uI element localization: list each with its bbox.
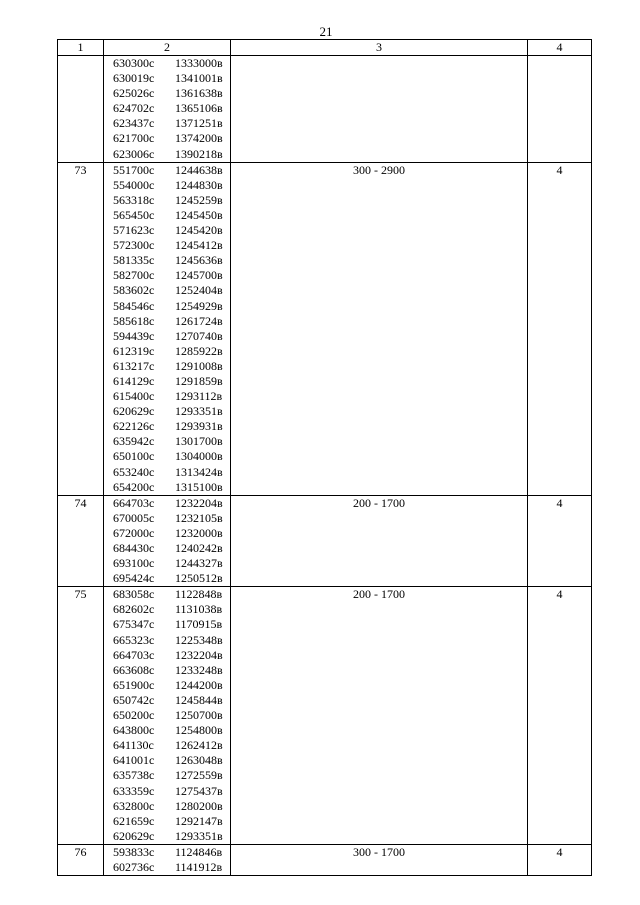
latitude-value: 615400c — [113, 389, 155, 404]
column-4-value: 4 — [528, 495, 592, 587]
latitude-value: 670005c — [113, 510, 155, 525]
latitude-value: 635942c — [113, 434, 155, 449]
coordinate-pair — [104, 526, 230, 541]
longitude-value: 1245420в — [175, 223, 223, 238]
table-row — [58, 162, 592, 495]
coordinate-pair — [104, 86, 230, 101]
longitude-value: 1361638в — [175, 86, 223, 101]
coordinate-pair — [104, 571, 230, 586]
coordinate-pair — [104, 648, 230, 663]
longitude-value: 1315100в — [175, 479, 223, 494]
altitude-range: 200 - 1700 — [231, 587, 528, 845]
longitude-value: 1252404в — [175, 283, 223, 298]
longitude-value: 1250700в — [175, 708, 223, 723]
row-number — [58, 56, 104, 163]
latitude-value: 622126c — [113, 419, 155, 434]
longitude-value: 1254800в — [175, 723, 223, 738]
longitude-value: 1131038в — [175, 602, 223, 617]
longitude-value: 1293931в — [175, 419, 223, 434]
longitude-value: 1270740в — [175, 328, 223, 343]
coordinate-pair — [104, 178, 230, 193]
latitude-value: 620629c — [113, 828, 155, 843]
column-4-value: 4 — [528, 587, 592, 845]
header-col-4: 4 — [528, 40, 592, 56]
coordinate-pair — [104, 131, 230, 146]
page-number: 21 — [319, 24, 333, 39]
latitude-value: 682602c — [113, 602, 155, 617]
latitude-value: 641130c — [113, 738, 154, 753]
longitude-value: 1170915в — [175, 617, 223, 632]
coordinate-pair — [104, 814, 230, 829]
coordinate-pair — [104, 860, 230, 875]
coordinate-pair — [104, 314, 230, 329]
latitude-value: 623006c — [113, 146, 155, 161]
longitude-value: 1244200в — [175, 677, 223, 692]
table-header-row — [58, 40, 592, 56]
coordinate-pair — [104, 163, 230, 178]
table-row — [58, 844, 592, 875]
table-row — [58, 56, 592, 163]
latitude-value: 602736c — [113, 859, 155, 874]
longitude-value: 1232204в — [175, 647, 223, 662]
coordinate-pair — [104, 617, 230, 632]
longitude-value: 1313424в — [175, 464, 223, 479]
longitude-value: 1371251в — [175, 116, 223, 131]
coordinate-pair — [104, 116, 230, 131]
latitude-value: 563318c — [113, 192, 155, 207]
row-number: 74 — [58, 495, 104, 587]
longitude-value: 1245259в — [175, 192, 223, 207]
coordinate-pair — [104, 223, 230, 238]
coordinate-pair — [104, 693, 230, 708]
coordinate-pair — [104, 799, 230, 814]
latitude-value: 554000c — [113, 177, 155, 192]
longitude-value: 1245700в — [175, 268, 223, 283]
coordinate-pair — [104, 708, 230, 723]
latitude-value: 583602c — [113, 283, 155, 298]
latitude-value: 654200c — [113, 479, 155, 494]
coordinate-pair — [104, 723, 230, 738]
coordinate-pair — [104, 678, 230, 693]
coordinate-pair — [104, 147, 230, 162]
latitude-value: 663608c — [113, 662, 155, 677]
longitude-value: 1374200в — [175, 131, 223, 146]
coordinate-pair — [104, 511, 230, 526]
latitude-value: 650200c — [113, 708, 155, 723]
coordinate-pair — [104, 556, 230, 571]
coordinate-pair — [104, 845, 230, 860]
longitude-value: 1245636в — [175, 253, 223, 268]
longitude-value: 1124846в — [175, 844, 223, 859]
column-4-value — [528, 56, 592, 163]
longitude-value: 1341001в — [175, 71, 223, 86]
coordinate-list — [104, 162, 231, 495]
latitude-value: 621659c — [113, 813, 155, 828]
coordinate-pair — [104, 404, 230, 419]
coordinate-pair — [104, 238, 230, 253]
longitude-value: 1245412в — [175, 238, 223, 253]
longitude-value: 1275437в — [175, 783, 223, 798]
latitude-value: 650742c — [113, 692, 155, 707]
latitude-value: 624702c — [113, 101, 155, 116]
column-4-value: 4 — [528, 162, 592, 495]
coordinate-pair — [104, 541, 230, 556]
coordinate-list — [104, 587, 231, 845]
latitude-value: 571623c — [113, 223, 155, 238]
header-col-2: 2 — [104, 40, 231, 56]
coordinate-pair — [104, 208, 230, 223]
table-body — [58, 56, 592, 876]
altitude-range: 200 - 1700 — [231, 495, 528, 587]
coordinate-pair — [104, 101, 230, 116]
table-row — [58, 587, 592, 845]
coordinate-pair — [104, 56, 230, 71]
coordinate-list — [104, 56, 231, 163]
latitude-value: 594439c — [113, 328, 155, 343]
coordinate-pair — [104, 784, 230, 799]
longitude-value: 1263048в — [175, 753, 223, 768]
longitude-value: 1292147в — [175, 813, 223, 828]
longitude-value: 1293351в — [175, 828, 223, 843]
coordinate-pair — [104, 283, 230, 298]
latitude-value: 565450c — [113, 207, 155, 222]
coordinate-pair — [104, 193, 230, 208]
coordinate-pair — [104, 299, 230, 314]
latitude-value: 683058c — [113, 587, 155, 602]
altitude-range: 300 - 2900 — [231, 162, 528, 495]
longitude-value: 1232204в — [175, 495, 223, 510]
altitude-range — [231, 56, 528, 163]
latitude-value: 653240c — [113, 464, 155, 479]
longitude-value: 1261724в — [175, 313, 223, 328]
longitude-value: 1291008в — [175, 358, 223, 373]
latitude-value: 614129c — [113, 373, 155, 388]
longitude-value: 1245450в — [175, 207, 223, 222]
longitude-value: 1293112в — [175, 389, 223, 404]
coordinate-pair — [104, 768, 230, 783]
longitude-value: 1122848в — [175, 587, 223, 602]
longitude-value: 1250512в — [175, 571, 223, 586]
latitude-value: 632800c — [113, 798, 155, 813]
latitude-value: 633359c — [113, 783, 155, 798]
latitude-value: 593833c — [113, 844, 155, 859]
coordinate-pair — [104, 374, 230, 389]
row-number: 76 — [58, 844, 104, 875]
longitude-value: 1285922в — [175, 343, 223, 358]
table-row — [58, 495, 592, 587]
longitude-value: 1291859в — [175, 373, 223, 388]
latitude-value: 672000c — [113, 525, 155, 540]
latitude-value: 684430c — [113, 541, 155, 555]
longitude-value: 1244638в — [175, 162, 223, 177]
longitude-value: 1141912в — [175, 859, 223, 874]
coordinate-pair — [104, 738, 230, 753]
altitude-range: 300 - 1700 — [231, 844, 528, 875]
column-4-value: 4 — [528, 844, 592, 875]
coordinate-pair — [104, 480, 230, 495]
latitude-value: 695424c — [113, 571, 155, 586]
longitude-value: 1301700в — [175, 434, 223, 449]
latitude-value: 585618c — [113, 313, 155, 328]
latitude-value: 641001c — [113, 753, 155, 768]
row-number: 75 — [58, 587, 104, 845]
longitude-value: 1232105в — [175, 510, 223, 525]
latitude-value: 630019c — [113, 71, 155, 86]
header-col-1: 1 — [58, 40, 104, 56]
coordinate-pair — [104, 663, 230, 678]
longitude-value: 1254929в — [175, 298, 223, 313]
header-col-3: 3 — [231, 40, 528, 56]
coordinate-pair — [104, 829, 230, 844]
latitude-value: 664703c — [113, 647, 155, 662]
coordinate-pair — [104, 419, 230, 434]
longitude-value: 1365106в — [175, 101, 223, 116]
coordinate-list — [104, 495, 231, 587]
latitude-value: 582700c — [113, 268, 155, 283]
latitude-value: 612319c — [113, 343, 155, 358]
longitude-value: 1244830в — [175, 177, 223, 192]
coordinate-pair — [104, 496, 230, 511]
longitude-value: 1390218в — [175, 146, 223, 161]
coordinate-pair — [104, 434, 230, 449]
coordinate-pair — [104, 449, 230, 464]
coordinate-pair — [104, 268, 230, 283]
longitude-value: 1232000в — [175, 525, 223, 540]
coordinate-pair — [104, 465, 230, 480]
latitude-value: 664703c — [113, 495, 155, 510]
latitude-value: 650100c — [113, 449, 155, 464]
latitude-value: 675347c — [113, 617, 155, 632]
latitude-value: 584546c — [113, 298, 155, 313]
latitude-value: 665323c — [113, 632, 155, 647]
coordinate-pair — [104, 753, 230, 768]
longitude-value: 1293351в — [175, 404, 223, 419]
latitude-value: 623437c — [113, 116, 155, 131]
latitude-value: 651900c — [113, 677, 155, 692]
longitude-value: 1272559в — [175, 768, 223, 783]
longitude-value: 1225348в — [175, 632, 223, 647]
coordinate-pair — [104, 389, 230, 404]
latitude-value: 572300c — [113, 238, 155, 253]
coordinate-list — [104, 844, 231, 875]
longitude-value: 1262412в — [175, 738, 223, 753]
coordinate-pair — [104, 633, 230, 648]
longitude-value: 1244327в — [175, 556, 223, 571]
latitude-value: 630300c — [113, 56, 155, 70]
latitude-value: 621700c — [113, 131, 155, 146]
longitude-value: 1245844в — [175, 692, 223, 707]
latitude-value: 625026c — [113, 86, 155, 101]
coordinate-pair — [104, 587, 230, 602]
longitude-value: 1240242в — [175, 541, 223, 555]
coordinate-pair — [104, 253, 230, 268]
latitude-value: 643800c — [113, 723, 155, 738]
latitude-value: 635738c — [113, 768, 155, 783]
coordinate-pair — [104, 71, 230, 86]
latitude-value: 613217c — [113, 358, 155, 373]
coordinate-pair — [104, 602, 230, 617]
latitude-value: 581335c — [113, 253, 155, 268]
row-number: 73 — [58, 162, 104, 495]
coordinate-pair — [104, 344, 230, 359]
latitude-value: 693100c — [113, 556, 155, 571]
coordinates-table — [57, 39, 592, 876]
coordinate-pair — [104, 329, 230, 344]
longitude-value: 1333000в — [175, 56, 223, 70]
latitude-value: 551700c — [113, 162, 155, 177]
longitude-value: 1280200в — [175, 798, 223, 813]
longitude-value: 1233248в — [175, 662, 223, 677]
longitude-value: 1304000в — [175, 449, 223, 464]
latitude-value: 620629c — [113, 404, 155, 419]
coordinate-pair — [104, 359, 230, 374]
